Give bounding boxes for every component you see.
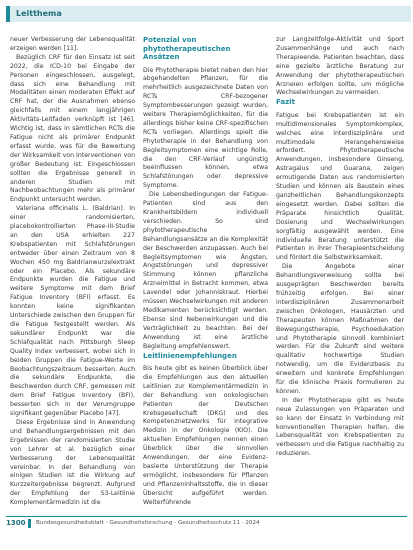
paragraph: Diese Ergebnisse sind in Anwendung und Behandlungsergebnissen mit den Ergebnissen der randomisierten Studie von Lehrer et al. bezüglich einer Verbesserung der Lebensqualität vereinbar. In der Behandlung von einigen Studien ist die Wirkung auf Kurzzeitergebnisse begrenzt. Aufgrund der Empfehlung der S3-Leitlinie Komplementärmedizin ist die	[10, 418, 135, 507]
paragraph: Die Angebote einer Behandlungsverweisung sollte bei ausgeprägten Beschwerden bereits frühzeitig erfolgen. Bei einer interdisziplinären Zusammenarbeit zwischen Onkologen, Hausärzten und Therapeuten können Maßnahmen der Bewegungstherapie, Psychoedukation und Phytotherapie sinnvoll kombiniert werden. Für die Zukunft sind weitere qualitativ hochwertige Studien notwendig, um die Evidenzbasis zu erweitern und konkrete Empfehlungen für die klinische Praxis formulieren zu können.	[276, 263, 404, 395]
paragraph: Fatigue bei Krebspatienten ist ein multidimensionales Symptomkomplex, welches eine interdisziplinäre und multimodale Herangehensweise erfordert. Phytotherapeutische Anwendungen, insbesondere Ginseng, Astragalus und Guarana, zeigen ermutigende Daten aus randomisierten Studien und können als Baustein eines ganzheitlichen Behandlungskonzepts eingesetzt werden. Dabei sollten die Präparate hinsichtlich Qualität, Dosierung und Wechselwirkungen sorgfältig ausgewählt werden. Eine individuelle Beratung unterstützt die Patienten in ihrer Therapieentscheidung und fördert die Selbstwirksamkeit.	[276, 111, 404, 262]
text-column-left	[10, 36, 135, 508]
section-heading: Potenzial von phytotherapeutischen Ansätzen	[143, 36, 231, 61]
section-header-band	[6, 6, 411, 22]
paragraph: Die Phytotherapie bietet neben den hier abgehandelten Pflanzen, für die mehrheitlich ausgezeichnete Daten von RCTs CRF-bezogener Symptombesserungen gezeigt wurden, weitere Therapiemöglichkeiten, für die allerdings bisher keine CRF-spezifischen RCTs vorliegen. Allerdings spielt die Phytotherapie in der Behandlung von Begleitsymptomen eine wichtige Rolle, die den CRF-Verlauf ungünstig beeinflussen können, etwa Schlafstörungen oder depressive Symptome.	[143, 66, 268, 190]
section-heading: Leitlinienempfehlungen	[143, 351, 237, 360]
paragraph: Valeriana officinalis L. (Baldrian). In einer randomisierten, placebokontrollierten Phase-III-Studie an den USA erhielten 227 Krebspatienten mit Schlafstörungen entweder über einen Zeitraum von 8 Wochen 450 mg Baldrianwurzelextrakt oder ein Placebo. Als sekundäre Endpunkte wurden die Fatigue und weitere Symptome mit dem Brief Fatigue Inventory (BFI) erfasst. Es konnten keine signifikanten Unterschiede zwischen den Gruppen für die Fatigue festgestellt werden. Als sekundärer Endpunkt war die Schlafqualität nach Pittsburgh Sleep Quality Index verbessert, wobei sich in beiden Gruppen die Fatigue-Werte im Beobachtungszeitraum besserten. Auch die sekundäre Endpunkte, die Beschwerden durch CRF, gemessen mit dem Brief Fatigue Inventory (BFI), besserten sich in der Verumgruppe signifikant gegenüber Placebo [47].	[10, 205, 135, 418]
paragraph: Die Lebensbedingungen der Fatigue-Patienten sind aus den Krankheitsbildern individuell verschieden. So sind phytotherapeutische Behandlungsansätze an die Komplexität der Beschwerden anzupassen. Auch bei Begleitsymptomen wie Ängsten, Angststörungen und depressiver Stimmung können pflanzliche Arzneimittel in Betracht kommen, etwa Lavendel oder Johanniskraut. Hierbei müssen Wechselwirkungen mit anderen Medikamenten berücksichtigt werden. Ebenso sind Nebenwirkungen und die Verträglichkeit zu beachten. Bei der Anwendung ist eine ärztliche Begleitung empfehlenswert.	[143, 191, 268, 350]
section-heading: Fazit	[276, 98, 295, 107]
section-label: Leitthema	[16, 9, 62, 18]
paragraph: In der Phytotherapie gibt es heute neue Zulassungen von Präparaten und so kann der Einsatz in Verbindung mit konventionellen Therapien helfen, die Lebensqualität von Krebspatienten zu verbessern und die Fatigue nachhaltig zu reduzieren.	[276, 396, 404, 458]
journal-citation: Bundesgesundheitsblatt - Gesundheitsforschung - Gesundheitsschutz 11 · 2024	[36, 520, 260, 526]
footer-divider	[28, 519, 31, 528]
paragraph: Bezüglich CRF für den Einsatz ist seit 2022, die ICD-10 bei Eingabe der Personen eingeschlossen, ausgelegt, dass sich eine Behandlung mit Modalitäten einen moderaten Effekt auf CRF hat, der die Ausnahmen ebenso gleichfalls mit einem langjährigen Aktivitäts-Leitfaden verknüpft ist [46]. Wichtig ist, dass in sämtlichen RCTs die Fatigue nicht als primärer Endpunkt erfasst wurde, was für die Bewertung der Wirksamkeit von Interventionen von großer Bedeutung ist. Eingeschlossen sollten die Ergebnisse generell in anderen Studien mit Nachbeobachtungen mehr als primärer Endpunkt untersucht werden.	[10, 53, 135, 204]
page-footer	[6, 516, 407, 530]
page-number: 1300	[6, 519, 26, 527]
text-column-middle	[143, 36, 268, 508]
paragraph: neuer Verbesserung der Lebensqualität erzeigen werden [11].	[10, 36, 135, 52]
paragraph: zur Langzeitfolge-Aktivität und Sport Zusammenhänge und auch nach Therapieende. Patienten beachten, dass eine gezielte ärztliche Beratung zur Anwendung der phytotherapeutischen Arzneien erfolgen sollte, um mögliche Wechselwirkungen zu vermeiden.	[276, 36, 404, 97]
paragraph: Bis heute gibt es keinen Überblick über die Empfehlungen aus den aktuellen Leitlinien zur Komplementärmedizin in der Behandlung von onkologischen Patienten der Deutschen Krebsgesellschaft (DKG) und des Kompetenznetzwerks für Integrative Medizin in der Onkologie (KIO). Die aktuellen Empfehlungen nennen einen Überblick über die sinnvollen Anwendungen, der eine Evidenz-basierte Unterstützung der Therapie ermöglicht, insbesondere für Pflanzen und Pflanzeninhaltsstoffe, die in dieser Übersicht aufgeführt werden. Weiterführende	[143, 365, 268, 506]
text-column-right	[276, 36, 404, 459]
